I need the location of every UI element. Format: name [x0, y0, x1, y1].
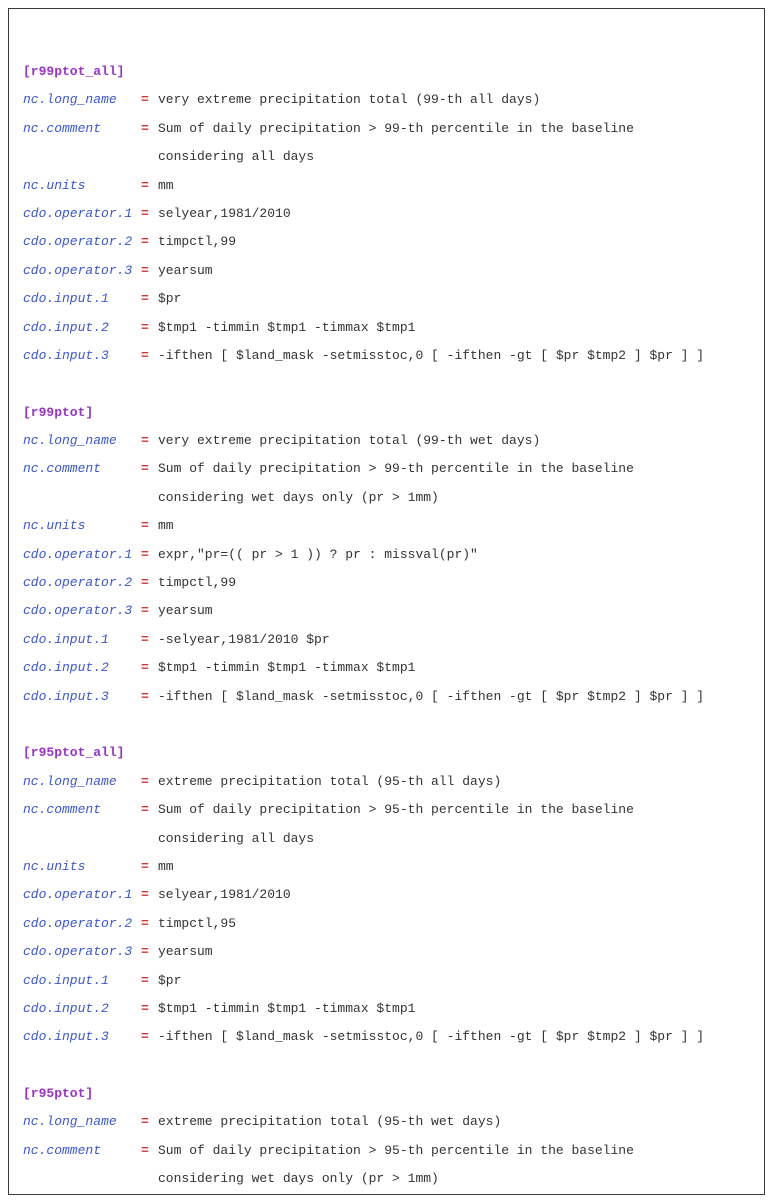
entry-key: cdo.input.2 — [23, 319, 109, 335]
equals-sign: = — [141, 347, 149, 363]
equals-sign: = — [141, 603, 149, 619]
entry-value: expr,"pr=(( pr > 1 )) ? pr : missval(pr)" — [158, 546, 478, 562]
entry-row — [23, 512, 764, 540]
entry-value: very extreme precipitation total (99-th wet days) — [158, 433, 541, 449]
equals-sign: = — [141, 1000, 149, 1016]
entry-key: cdo.input.2 — [23, 1000, 109, 1016]
section-spacer — [23, 1052, 764, 1080]
entry-key: nc.comment — [23, 1142, 102, 1158]
entry-row — [23, 257, 764, 285]
entry-row — [23, 626, 764, 654]
entry-row — [23, 86, 764, 114]
entry-key: nc.long_name — [23, 773, 117, 789]
entry-value: timpctl,99 — [158, 234, 237, 250]
entry-key: cdo.operator.3 — [23, 262, 133, 278]
entry-row — [23, 910, 764, 938]
entry-row — [23, 314, 764, 342]
entry-value: $pr — [158, 972, 182, 988]
entry-value: considering wet days only (pr > 1mm) — [158, 1171, 439, 1187]
entry-value: -ifthen [ $land_mask -setmisstoc,0 [ -ifthen -gt [ $pr $tmp2 ] $pr ] ] — [158, 1029, 705, 1045]
entry-continuation-row — [23, 825, 764, 853]
section-header: [r99ptot] — [23, 404, 94, 420]
entry-row — [23, 683, 764, 711]
equals-sign: = — [141, 631, 149, 647]
entry-row — [23, 967, 764, 995]
equals-sign: = — [141, 461, 149, 477]
section-header: [r95ptot] — [23, 1086, 94, 1102]
equals-sign: = — [141, 262, 149, 278]
entry-row — [23, 200, 764, 228]
entry-continuation-row — [23, 484, 764, 512]
entry-key: cdo.operator.2 — [23, 915, 133, 931]
equals-sign: = — [141, 915, 149, 931]
entry-key: cdo.operator.3 — [23, 603, 133, 619]
equals-sign: = — [141, 660, 149, 676]
equals-sign: = — [141, 858, 149, 874]
entry-value: mm — [158, 177, 174, 193]
entry-value: -selyear,1981/2010 $pr — [158, 631, 330, 647]
entry-key: cdo.operator.2 — [23, 234, 133, 250]
equals-sign: = — [141, 319, 149, 335]
entry-value: mm — [158, 858, 174, 874]
equals-sign: = — [141, 546, 149, 562]
entry-row — [23, 853, 764, 881]
equals-sign: = — [141, 177, 149, 193]
entry-value: Sum of daily precipitation > 99-th percentile in the baseline — [158, 461, 634, 477]
code-listing-frame — [8, 8, 765, 1195]
entry-key: nc.comment — [23, 461, 102, 477]
entry-key: nc.units — [23, 858, 86, 874]
entry-row — [23, 768, 764, 796]
entry-value: Sum of daily precipitation > 99-th percentile in the baseline — [158, 120, 634, 136]
entry-value: mm — [158, 518, 174, 534]
entry-row — [23, 995, 764, 1023]
entry-key: cdo.operator.1 — [23, 546, 133, 562]
entry-key: cdo.operator.2 — [23, 575, 133, 591]
entry-key: cdo.operator.3 — [23, 944, 133, 960]
entry-row — [23, 1137, 764, 1165]
equals-sign: = — [141, 972, 149, 988]
entry-key: nc.units — [23, 518, 86, 534]
equals-sign: = — [141, 575, 149, 591]
equals-sign: = — [141, 1142, 149, 1158]
equals-sign: = — [141, 234, 149, 250]
equals-sign: = — [141, 92, 149, 108]
entry-key: cdo.input.3 — [23, 347, 109, 363]
entry-row — [23, 115, 764, 143]
entry-value: $tmp1 -timmin $tmp1 -timmax $tmp1 — [158, 660, 416, 676]
entry-row — [23, 597, 764, 625]
entry-value: extreme precipitation total (95-th wet days) — [158, 1114, 502, 1130]
equals-sign: = — [141, 887, 149, 903]
entry-row — [23, 172, 764, 200]
entry-value: considering all days — [158, 149, 315, 165]
entry-value: yearsum — [158, 603, 213, 619]
equals-sign: = — [141, 802, 149, 818]
section-spacer — [23, 711, 764, 739]
equals-sign: = — [141, 291, 149, 307]
entry-row — [23, 228, 764, 256]
entry-value: $tmp1 -timmin $tmp1 -timmax $tmp1 — [158, 319, 416, 335]
entry-row — [23, 1108, 764, 1136]
entry-key: cdo.operator.1 — [23, 887, 133, 903]
equals-sign: = — [141, 1029, 149, 1045]
equals-sign: = — [141, 518, 149, 534]
entry-key: nc.long_name — [23, 433, 117, 449]
entry-row — [23, 1023, 764, 1051]
entry-row — [23, 569, 764, 597]
entry-key: nc.comment — [23, 120, 102, 136]
section-spacer — [23, 370, 764, 398]
entry-key: cdo.input.3 — [23, 1029, 109, 1045]
entry-key: cdo.input.2 — [23, 660, 109, 676]
entry-value: extreme precipitation total (95-th all days) — [158, 773, 502, 789]
entry-value: considering wet days only (pr > 1mm) — [158, 489, 439, 505]
equals-sign: = — [141, 205, 149, 221]
entry-key: cdo.input.1 — [23, 631, 109, 647]
entry-value: $pr — [158, 291, 182, 307]
entry-value: yearsum — [158, 262, 213, 278]
entry-value: -ifthen [ $land_mask -setmisstoc,0 [ -ifthen -gt [ $pr $tmp2 ] $pr ] ] — [158, 688, 705, 704]
entry-row — [23, 342, 764, 370]
entry-key: nc.comment — [23, 802, 102, 818]
entry-row — [23, 427, 764, 455]
entry-value: very extreme precipitation total (99-th all days) — [158, 92, 541, 108]
entry-value: timpctl,95 — [158, 915, 237, 931]
entry-value: timpctl,99 — [158, 575, 237, 591]
entry-row — [23, 541, 764, 569]
entry-value: -ifthen [ $land_mask -setmisstoc,0 [ -ifthen -gt [ $pr $tmp2 ] $pr ] ] — [158, 347, 705, 363]
entry-key: nc.units — [23, 177, 86, 193]
entry-value: selyear,1981/2010 — [158, 887, 291, 903]
equals-sign: = — [141, 944, 149, 960]
equals-sign: = — [141, 1114, 149, 1130]
section-header: [r99ptot_all] — [23, 64, 125, 79]
entry-continuation-row — [23, 143, 764, 171]
entry-key: cdo.input.3 — [23, 688, 109, 704]
entry-key: nc.long_name — [23, 92, 117, 108]
entry-row — [23, 455, 764, 483]
entry-continuation-row — [23, 1165, 764, 1193]
entry-key: cdo.operator.1 — [23, 205, 133, 221]
entry-value: Sum of daily precipitation > 95-th percentile in the baseline — [158, 802, 634, 818]
entry-key: cdo.input.1 — [23, 291, 109, 307]
equals-sign: = — [141, 433, 149, 449]
section-header: [r95ptot_all] — [23, 745, 125, 761]
entry-row — [23, 796, 764, 824]
entry-value: $tmp1 -timmin $tmp1 -timmax $tmp1 — [158, 1000, 416, 1016]
entry-row — [23, 285, 764, 313]
entry-key: nc.long_name — [23, 1114, 117, 1130]
entry-value: yearsum — [158, 944, 213, 960]
entry-row — [23, 881, 764, 909]
entry-value: selyear,1981/2010 — [158, 205, 291, 221]
entry-value: Sum of daily precipitation > 95-th percentile in the baseline — [158, 1142, 634, 1158]
entry-value: considering all days — [158, 830, 315, 846]
equals-sign: = — [141, 773, 149, 789]
code-listing — [23, 58, 764, 1194]
entry-row — [23, 654, 764, 682]
entry-row — [23, 938, 764, 966]
equals-sign: = — [141, 688, 149, 704]
equals-sign: = — [141, 120, 149, 136]
entry-key: cdo.input.1 — [23, 972, 109, 988]
